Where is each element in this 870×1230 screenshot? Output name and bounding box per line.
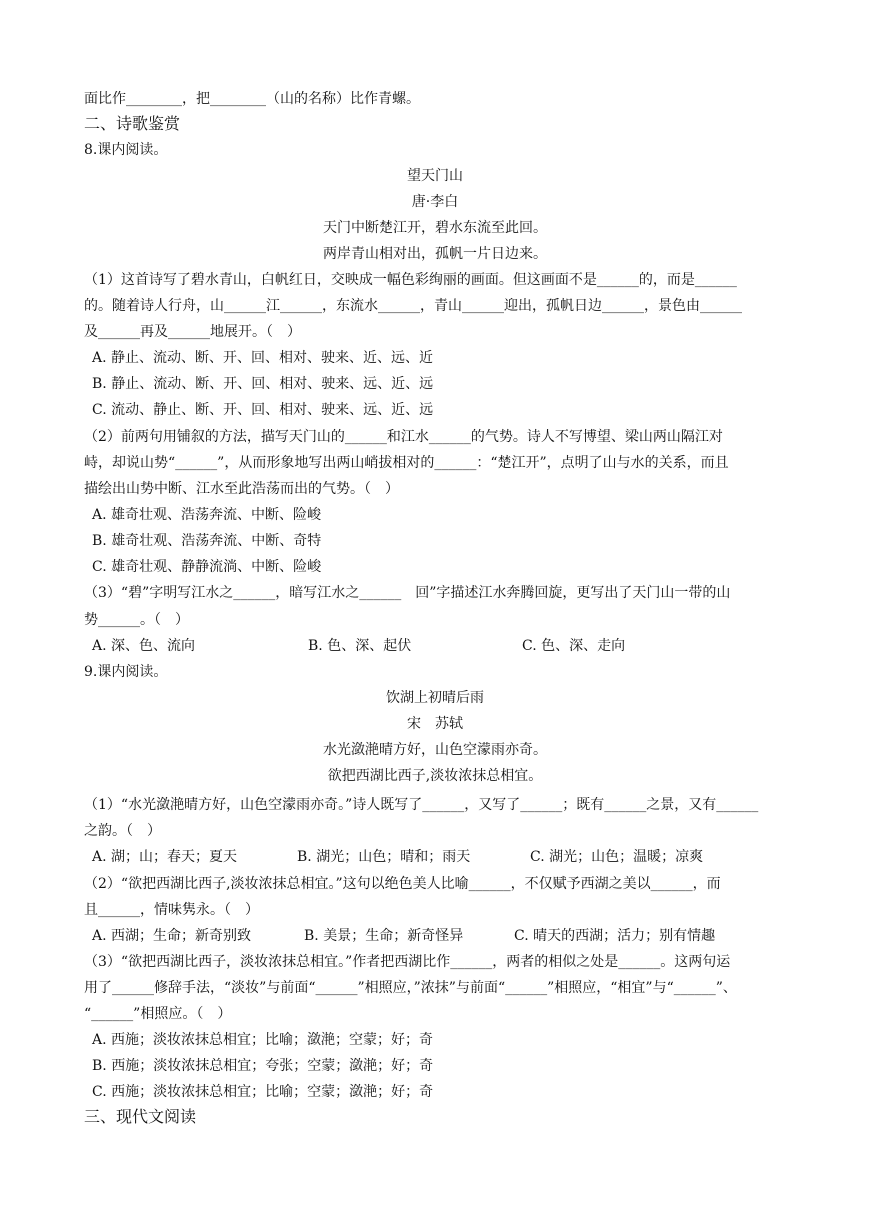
option-b: B. 美景；生命；新奇怪异: [304, 928, 464, 944]
question-text: 势______。（ ）: [84, 612, 189, 628]
option-b: B. 雄奇壮观、浩荡奔流、中断、奇特: [92, 533, 322, 549]
option-b: B. 静止、流动、断、开、回、相对、驶来、远、近、远: [92, 376, 434, 392]
question-text: “______”相照应。（ ）: [84, 1006, 232, 1022]
option-b: B. 湖光；山色；晴和；雨天: [297, 849, 471, 865]
question-text: （2）“欲把西湖比西子,淡妆浓抹总相宜。”这句以绝色美人比喻______，不仅赋予西湖之美以______，而: [84, 876, 721, 892]
poem-line: 欲把西湖比西子,淡妆浓抹总相宜。: [327, 768, 543, 784]
option-c: C. 晴天的西湖；活力；别有情趣: [514, 928, 716, 944]
option-a: A. 深、色、流向: [92, 638, 196, 654]
option-c: C. 西施；淡妆浓抹总相宜；比喻；空蒙；潋滟；好；奇: [92, 1084, 434, 1100]
option-a: A. 西湖；生命；新奇别致: [92, 928, 252, 944]
question-text: （2）前两句用铺叙的方法，描写天门山的______和江水______的气势。诗人不写博望、梁山两山隔江对: [84, 429, 723, 445]
question-text: 之韵。（ ）: [84, 823, 161, 839]
poem-title: 望天门山: [407, 168, 463, 184]
poem-line: 两岸青山相对出，孤帆一片日边来。: [323, 246, 547, 262]
poem-line: 水光潋滟晴方好，山色空濛雨亦奇。: [323, 742, 547, 758]
option-c: C. 色、深、走向: [522, 638, 626, 654]
option-c: C. 流动、静止、断、开、回、相对、驶来、远、近、远: [92, 402, 434, 418]
option-c: C. 湖光；山色；温暖；凉爽: [530, 849, 704, 865]
question-text: 用了______修辞手法，“淡妆”与前面“______”相照应，”浓抹”与前面“______”相照应，“相宜”与“______”、: [84, 980, 737, 996]
question-text: 的。随着诗人行舟，山______江______，东流水______，青山______迎出，孤帆日边______，景色由______: [84, 298, 742, 314]
option-a: A. 静止、流动、断、开、回、相对、驶来、近、远、近: [92, 350, 434, 366]
section-heading-modern-reading: 三、现代文阅读: [84, 1107, 197, 1126]
question-text: （1）“水光潋滟晴方好，山色空濛雨亦奇。”诗人既写了______，又写了______；既有______之景，又有______: [84, 797, 759, 813]
text-line: 面比作________，把________（山的名称）比作青螺。: [84, 91, 420, 107]
question-text: （3）“欲把西湖比西子，淡妆浓抹总相宜。”作者把西湖比作______，两者的相似之处是______。这两句运: [84, 954, 731, 970]
option-a: A. 湖；山；春天；夏天: [92, 849, 238, 865]
question-text: （3）“碧”字明写江水之______，暗写江水之______ 回”字描述江水奔腾回旋，更写出了天门山一带的山: [84, 585, 731, 601]
question-text: 描绘出山势中断、江水至此浩荡而出的气势。（ ）: [84, 481, 399, 497]
question-9-heading: 9.课内阅读。: [84, 664, 168, 680]
section-heading-poetry: 二、诗歌鉴赏: [84, 114, 181, 133]
poem-title: 饮湖上初晴后雨: [386, 690, 484, 706]
question-text: （1）这首诗写了碧水青山，白帆红日，交映成一幅色彩绚丽的画面。但这画面不是______的，而是______: [84, 272, 737, 288]
question-text: 峙，却说山势“______”，从而形象地写出两山峭拔相对的______：“楚江开”，点明了山与水的关系，而且: [84, 455, 729, 471]
option-b: B. 西施；淡妆浓抹总相宜；夸张；空蒙；潋滟；好；奇: [92, 1058, 434, 1074]
option-b: B. 色、深、起伏: [308, 638, 412, 654]
option-c: C. 雄奇壮观、静静流淌、中断、险峻: [92, 559, 322, 575]
question-text: 及______再及______地展开。（ ）: [84, 324, 301, 340]
poem-line: 天门中断楚江开，碧水东流至此回。: [323, 220, 547, 236]
poem-author: 宋 苏轼: [407, 716, 463, 732]
poem-author: 唐·李白: [411, 194, 459, 210]
option-a: A. 西施；淡妆浓抹总相宜；比喻；潋滟；空蒙；好；奇: [92, 1032, 434, 1048]
option-a: A. 雄奇壮观、浩荡奔流、中断、险峻: [92, 507, 322, 523]
question-8-heading: 8.课内阅读。: [84, 142, 168, 158]
question-text: 且______，情味隽永。（ ）: [84, 902, 259, 918]
